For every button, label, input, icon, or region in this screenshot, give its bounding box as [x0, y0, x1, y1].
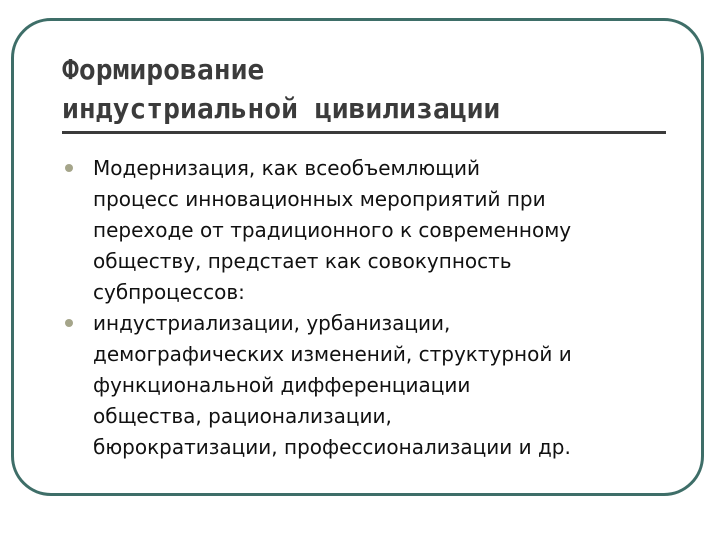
- bullet-list: [62, 153, 682, 463]
- slide-title: [62, 50, 682, 128]
- bullet-2-line-3: функциональной дифференциации: [93, 373, 471, 397]
- bullet-item-1: [62, 153, 682, 308]
- title-line-1: Формирование: [62, 53, 265, 86]
- bullet-1-line-4: обществу, предстает как совокупность: [93, 249, 512, 273]
- bullet-2-line-2: демографических изменений, структурной и: [93, 342, 572, 366]
- bullet-1-line-3: переходе от традиционного к современному: [93, 218, 572, 242]
- bullet-1-line-1: Модернизация, как всеобъемлющий: [93, 156, 481, 180]
- bullet-dot-icon: [65, 164, 73, 172]
- bullet-2-line-1: индустриализации, урбанизации,: [93, 311, 451, 335]
- bullet-2-line-5: бюрократизации, профессионализации и др.: [93, 435, 571, 459]
- bullet-2-line-4: общества, рационализации,: [93, 404, 392, 428]
- bullet-item-2: [62, 308, 682, 463]
- bullet-1-line-2: процесс инновационных мероприятий при: [93, 187, 546, 211]
- bullet-1-line-5: субпроцессов:: [93, 280, 245, 304]
- title-line-2: индустриальной цивилизации: [62, 92, 501, 125]
- title-divider: [62, 131, 666, 134]
- bullet-dot-icon: [65, 319, 73, 327]
